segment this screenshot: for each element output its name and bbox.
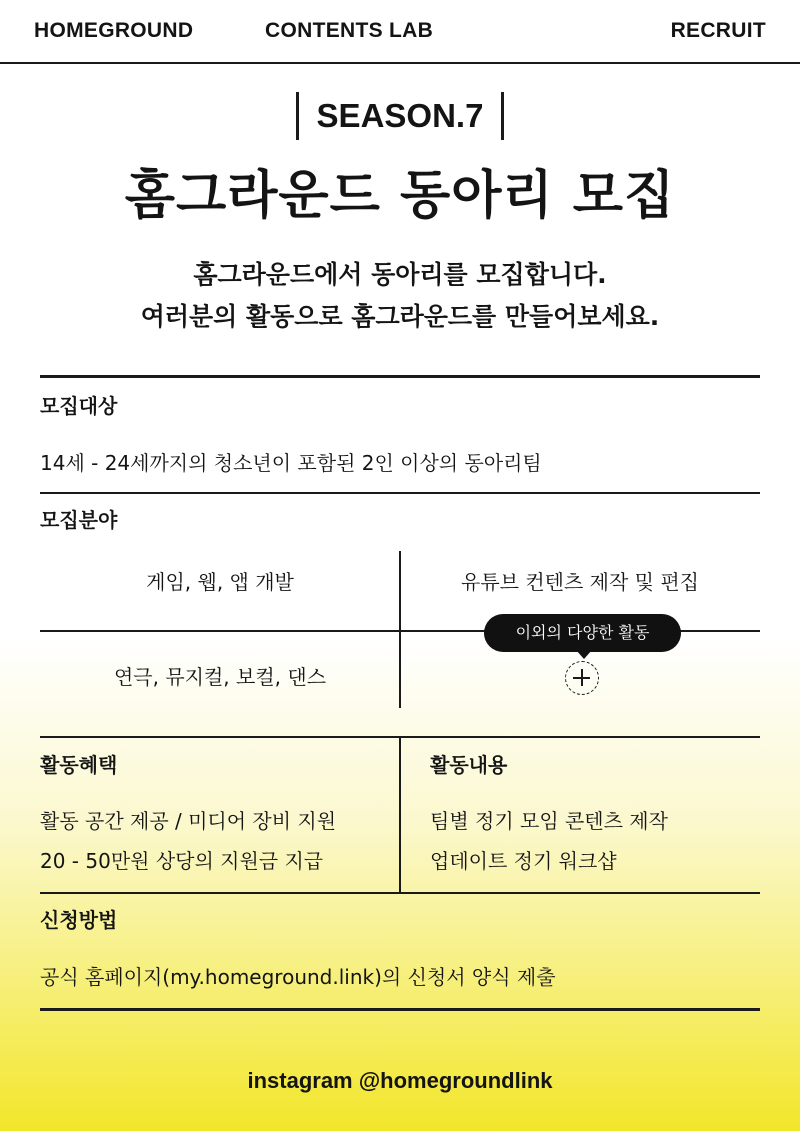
target-text: 14세 - 24세까지의 청소년이 포함된 2인 이상의 동아리팀: [40, 451, 542, 475]
subtitle-line-2: 여러분의 활동으로 홈그라운드를 만들어보세요.: [140, 302, 660, 331]
benefits-line-1: 활동 공간 제공 / 미디어 장비 지원: [40, 809, 337, 833]
divider: [40, 892, 760, 894]
subtitle-line-1: 홈그라운드에서 동아리를 모집합니다.: [193, 260, 607, 289]
divider: [40, 1008, 760, 1011]
field-item-youtube: 유튜브 컨텐츠 제작 및 편집: [461, 570, 699, 594]
season-label: SEASON.7: [296, 92, 505, 140]
nav-recruit[interactable]: RECRUIT: [670, 19, 766, 42]
benefits-line-2: 20 - 50만원 상당의 지원금 지급: [40, 849, 324, 873]
activities-label: 활동내용: [430, 753, 508, 777]
activities-line-2: 업데이트 정기 워크샵: [430, 849, 617, 873]
field-item-performance: 연극, 뮤지컬, 보컬, 댄스: [113, 665, 327, 689]
activities-line-1: 팀별 정기 모임 콘텐츠 제작: [430, 809, 668, 833]
fields-label: 모집분야: [40, 508, 118, 532]
benefits-vertical-divider: [399, 738, 401, 892]
season-header: [0, 92, 800, 140]
field-item-dev: 게임, 웹, 앱 개발: [146, 570, 294, 594]
benefits-label: 활동혜택: [40, 753, 118, 777]
nav-homeground[interactable]: HOMEGROUND: [34, 19, 194, 42]
page-title: 홈그라운드 동아리 모집: [124, 166, 676, 226]
nav-contents-lab[interactable]: CONTENTS LAB: [265, 19, 434, 42]
plus-circle-icon[interactable]: [565, 661, 599, 695]
other-activities-bubble: 이외의 다양한 활동: [484, 614, 681, 652]
instagram-handle[interactable]: instagram @homegroundlink: [247, 1068, 553, 1093]
top-navigation: [0, 0, 800, 64]
apply-text: 공식 홈페이지(my.homeground.link)의 신청서 양식 제출: [40, 965, 556, 989]
bubble-tail: [576, 650, 592, 659]
divider: [40, 492, 760, 494]
apply-label: 신청방법: [40, 908, 118, 932]
target-label: 모집대상: [40, 394, 118, 418]
divider: [40, 375, 760, 378]
